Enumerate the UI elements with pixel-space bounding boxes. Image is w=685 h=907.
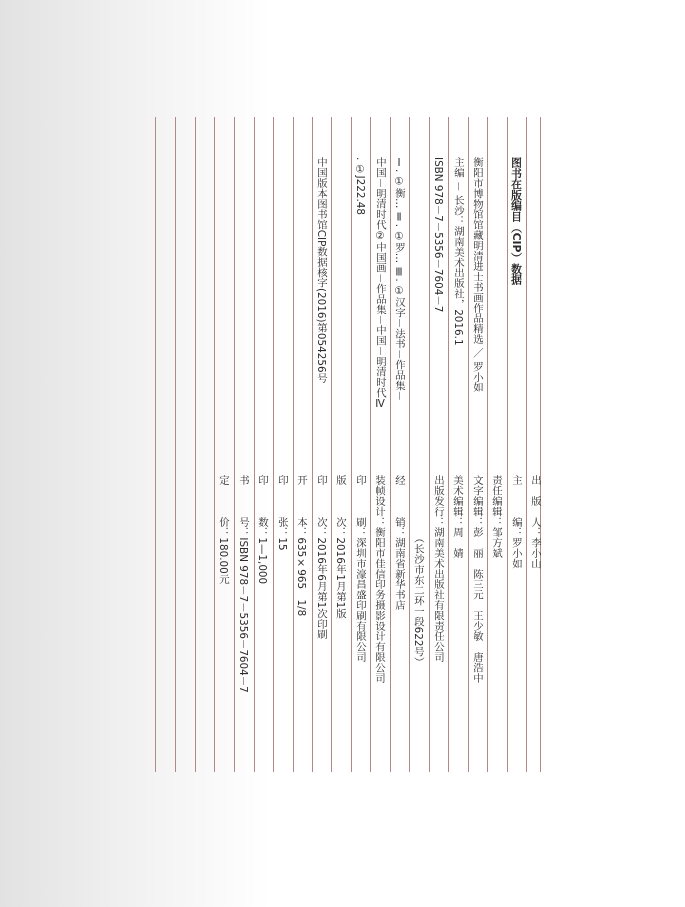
text-editors: 文字编辑：彭 丽 陈三元 王少敏 唐浩中 xyxy=(471,475,483,683)
rule-line xyxy=(331,117,332,772)
rule-line xyxy=(507,117,508,772)
rule-line xyxy=(175,117,176,772)
rule-line xyxy=(293,117,294,772)
rule-line xyxy=(195,117,196,772)
rule-line xyxy=(526,117,527,772)
art-editor: 美术编辑：周 婧 xyxy=(451,475,463,559)
format: 开 本：635×965 1/8 xyxy=(295,475,307,617)
cip-subject-line: Ⅰ. ①衡… Ⅱ. ①罗… Ⅲ. ①汉字－法书－作品集－ xyxy=(393,157,405,401)
editor-in-chief: 主 编：罗小如 xyxy=(510,475,522,569)
rule-line xyxy=(540,117,541,772)
printing: 印 次：2016年6月第1次印刷 xyxy=(315,475,327,640)
cip-title-line: 衡阳市博物馆馆藏明清进士书画作品精选 ／ 罗小如 xyxy=(471,157,483,393)
printer: 印 刷：深圳市濠昌盛印刷有限公司 xyxy=(354,475,366,663)
cip-copyright-frame xyxy=(155,117,541,772)
distributor: 出版发行：湖南美术出版社有限责任公司 xyxy=(432,475,444,663)
rule-line xyxy=(273,117,274,772)
rule-line xyxy=(468,117,469,772)
rule-line xyxy=(234,117,235,772)
rule-line xyxy=(429,117,430,772)
rule-line xyxy=(351,117,352,772)
rule-line xyxy=(155,117,156,772)
price: 定 价：180.00元 xyxy=(217,475,229,585)
rule-line xyxy=(312,117,313,772)
cover-designer: 装帧设计：衡阳市佳信印务摄影设计有限公司 xyxy=(373,475,385,683)
sheets: 印 张：15 xyxy=(276,475,288,551)
book-number: 书 号：ISBN 978－7－5356－7604－7 xyxy=(237,475,249,693)
publisher-person: 出 版 人：李小山 xyxy=(529,475,541,569)
rule-line xyxy=(390,117,391,772)
cip-isbn-line: ISBN 978－7－5356－7604－7 xyxy=(432,157,444,313)
cip-heading: 图书在版编目（CIP）数据 xyxy=(510,157,523,285)
rule-line xyxy=(214,117,215,772)
cip-editor-line: 主编 － 长沙：湖南美术出版社，2016.1 xyxy=(452,157,464,346)
cip-approval-number: 中国版本图书馆CIP数据核字(2016)第054256号 xyxy=(315,157,327,384)
print-run: 印 数：1—1,000 xyxy=(256,475,268,585)
rule-line xyxy=(409,117,410,772)
publisher-address: （长沙市东二环一段622号） xyxy=(412,533,424,668)
edition: 版 次：2016年1月第1版 xyxy=(334,475,346,619)
rule-line xyxy=(487,117,488,772)
rule-line xyxy=(370,117,371,772)
rule-line xyxy=(254,117,255,772)
cip-subject-line: 中国－明清时代②中国画－作品集－中国－明清时代Ⅳ xyxy=(374,157,386,410)
seller: 经 销：湖南省新华书店 xyxy=(393,475,405,611)
rule-line xyxy=(448,117,449,772)
responsible-editor: 责任编辑：邹方斌 xyxy=(490,475,502,559)
cip-subject-line: . ①J222.48 xyxy=(354,157,366,216)
